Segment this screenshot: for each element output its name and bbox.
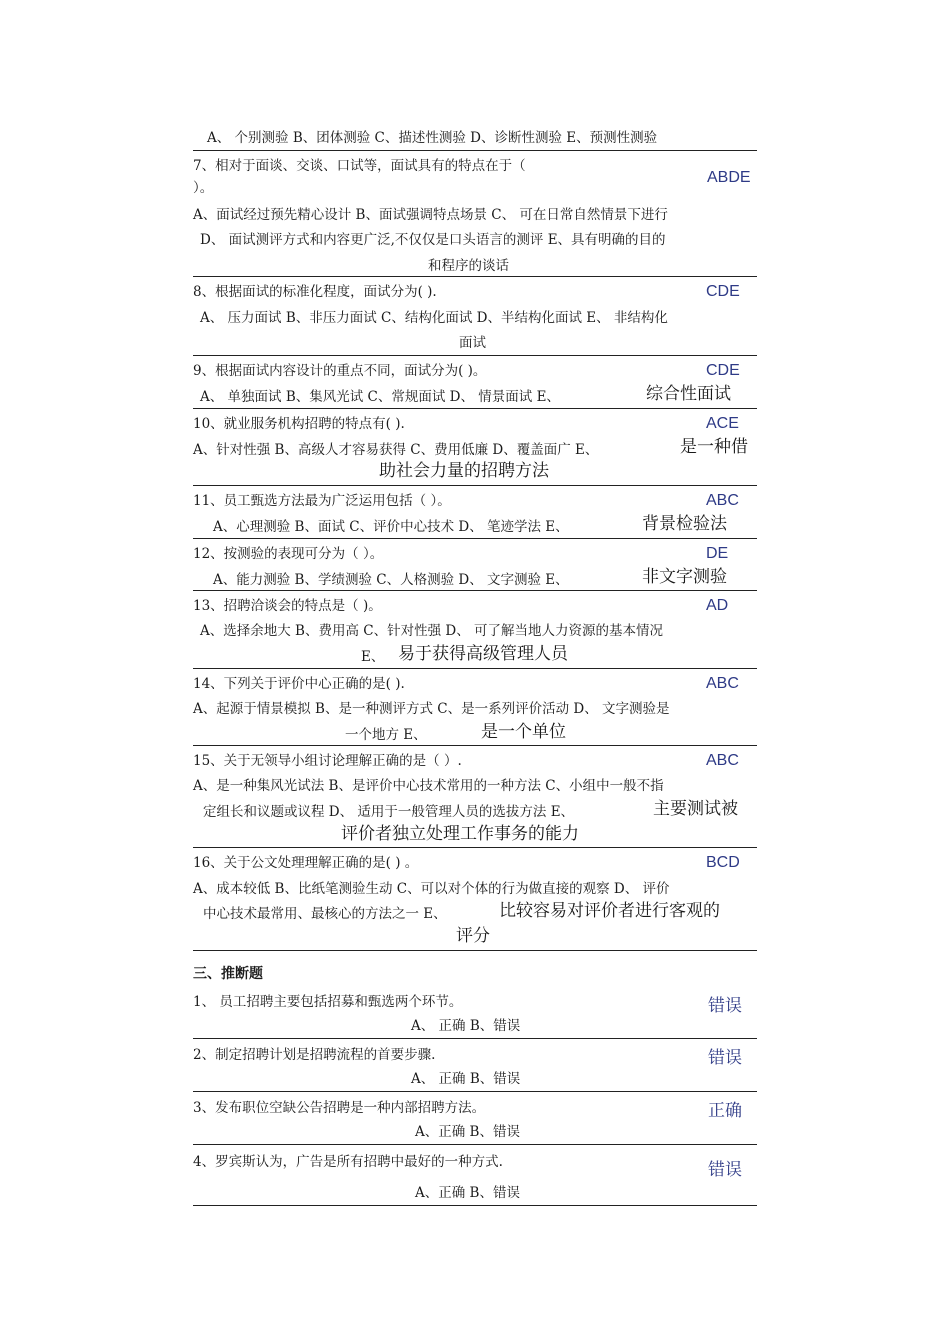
q8-options-line2: 面试 <box>459 335 486 351</box>
tf-question-4 <box>193 1145 757 1206</box>
question-12 <box>193 539 757 591</box>
q9-stem: 9、根据面试内容设计的重点不同，面试分为( )。 <box>193 363 487 379</box>
question-11 <box>193 486 757 539</box>
q15-options-line1: A、是一种集风光试法 B、是评价中心技术常用的一种方法 C、小组中一般不指 <box>193 778 664 794</box>
q9-answer: CDE <box>706 362 740 379</box>
q16-stem: 16、关于公文处理理解正确的是( ) 。 <box>193 855 419 871</box>
q12-options: A、能力测验 B、学绩测验 C、人格测验 D、 文字测验 E、 <box>213 572 569 588</box>
question-13 <box>193 591 757 669</box>
q10-stem: 10、就业服务机构招聘的特点有( ). <box>193 416 405 432</box>
tf3-options: A、正确 B、错误 <box>415 1124 520 1140</box>
q14-options-line1: A、起源于情景模拟 B、是一种测评方式 C、是一系列评价活动 D、 文字测验是 <box>193 701 670 717</box>
q16-answer: BCD <box>706 854 740 871</box>
section-heading <box>193 951 757 987</box>
tf-question-3 <box>193 1092 757 1145</box>
q15-options-line3: 评价者独立处理工作事务的能力 <box>341 824 579 844</box>
q15-answer: ABC <box>706 752 739 769</box>
q16-options-line3: 评分 <box>456 926 490 946</box>
q13-answer: AD <box>706 597 729 614</box>
q7-answer: ABDE <box>707 169 751 186</box>
tf1-answer: 错误 <box>708 996 742 1016</box>
q12-stem: 12、按测验的表现可分为（ ）。 <box>193 546 384 562</box>
tf2-answer: 错误 <box>708 1048 742 1068</box>
q7-stem-cont: ）。 <box>193 180 214 196</box>
q13-options-line2: E、 <box>361 649 385 665</box>
tf3-stem: 3、发布职位空缺公告招聘是一种内部招聘方法。 <box>193 1100 486 1116</box>
question-6 <box>193 124 757 151</box>
q14-options-line2: 一个地方 E、 <box>345 727 427 743</box>
tf-question-2 <box>193 1039 757 1092</box>
q14-option-e: 是一个单位 <box>481 722 566 742</box>
tf-question-1 <box>193 987 757 1039</box>
q11-option-e: 背景检验法 <box>642 514 727 534</box>
q13-options-line1: A、选择余地大 B、费用高 C、针对性强 D、 可了解当地人力资源的基本情况 <box>200 623 663 639</box>
q13-stem: 13、招聘洽谈会的特点是（ )。 <box>193 598 382 614</box>
q13-option-e: 易于获得高级管理人员 <box>398 644 568 664</box>
question-14 <box>193 669 757 746</box>
q10-options-line2: 助社会力量的招聘方法 <box>379 461 549 481</box>
q8-stem: 8、根据面试的标准化程度，面试分为( ). <box>193 284 437 300</box>
q10-options-line1: A、针对性强 B、高级人才容易获得 C、费用低廉 D、覆盖面广 E、 <box>193 442 599 458</box>
q11-stem: 11、员工甄选方法最为广泛运用包括（ ）。 <box>193 493 451 509</box>
q10-option-e: 是一种借 <box>680 437 748 457</box>
tf2-stem: 2、制定招聘计划是招聘流程的首要步骤. <box>193 1047 436 1063</box>
q7-options-line1: A、面试经过预先精心设计 B、面试强调特点场景 C、 可在日常自然情景下进行 <box>193 207 668 223</box>
q11-answer: ABC <box>706 492 739 509</box>
exam-document <box>193 124 757 1206</box>
q7-options-line3: 和程序的谈话 <box>428 258 509 274</box>
q12-option-e: 非文字测验 <box>642 567 727 587</box>
q8-options-line1: A、 压力面试 B、非压力面试 C、结构化面试 D、半结构化面试 E、 非结构化 <box>200 310 668 326</box>
q10-answer: ACE <box>706 415 739 432</box>
question-10 <box>193 409 757 486</box>
question-7 <box>193 151 757 277</box>
q14-stem: 14、下列关于评价中心正确的是( ). <box>193 676 405 692</box>
q11-options: A、心理测验 B、面试 C、评价中心技术 D、 笔迹学法 E、 <box>213 519 569 535</box>
q9-option-e: 综合性面试 <box>646 384 731 404</box>
tf4-stem: 4、罗宾斯认为，广告是所有招聘中最好的一种方式. <box>193 1154 503 1170</box>
tf1-options: A、 正确 B、错误 <box>411 1018 521 1034</box>
q15-options-line2: 定组长和议题或议程 D、 适用于一般管理人员的选拔方法 E、 <box>203 804 575 820</box>
q7-options-line2: D、 面试测评方式和内容更广泛,不仅仅是口头语言的测评 E、具有明确的目的 <box>200 232 666 248</box>
tf4-options: A、正确 B、错误 <box>415 1185 520 1201</box>
q6-options: A、 个别测验 B、团体测验 C、描述性测验 D、诊断性测验 E、预测性测验 <box>207 130 658 146</box>
q8-answer: CDE <box>706 283 740 300</box>
question-9 <box>193 356 757 409</box>
q7-stem: 7、相对于面谈、交谈、口试等，面试具有的特点在于（ <box>193 158 526 174</box>
tf1-stem: 1、 员工招聘主要包括招募和甄选两个环节。 <box>193 994 463 1010</box>
question-16 <box>193 848 757 951</box>
q15-option-e: 主要测试被 <box>653 799 738 819</box>
question-15 <box>193 746 757 848</box>
q15-stem: 15、关于无领导小组讨论理解正确的是（ ）. <box>193 753 462 769</box>
q16-option-e: 比较容易对评价者进行客观的 <box>499 901 720 921</box>
q14-answer: ABC <box>706 675 739 692</box>
tf4-answer: 错误 <box>708 1160 742 1180</box>
q9-options: A、 单独面试 B、集风光试 C、常规面试 D、 情景面试 E、 <box>200 389 560 405</box>
q16-options-line2: 中心技术最常用、最核心的方法之一 E、 <box>203 906 447 922</box>
tf2-options: A、 正确 B、错误 <box>411 1071 521 1087</box>
q12-answer: DE <box>706 545 729 562</box>
q16-options-line1: A、成本较低 B、比纸笔测验生动 C、可以对个体的行为做直接的观察 D、 评价 <box>193 881 670 897</box>
section-3-title: 三、推断题 <box>193 966 263 982</box>
question-8 <box>193 277 757 356</box>
tf3-answer: 正确 <box>708 1101 742 1121</box>
